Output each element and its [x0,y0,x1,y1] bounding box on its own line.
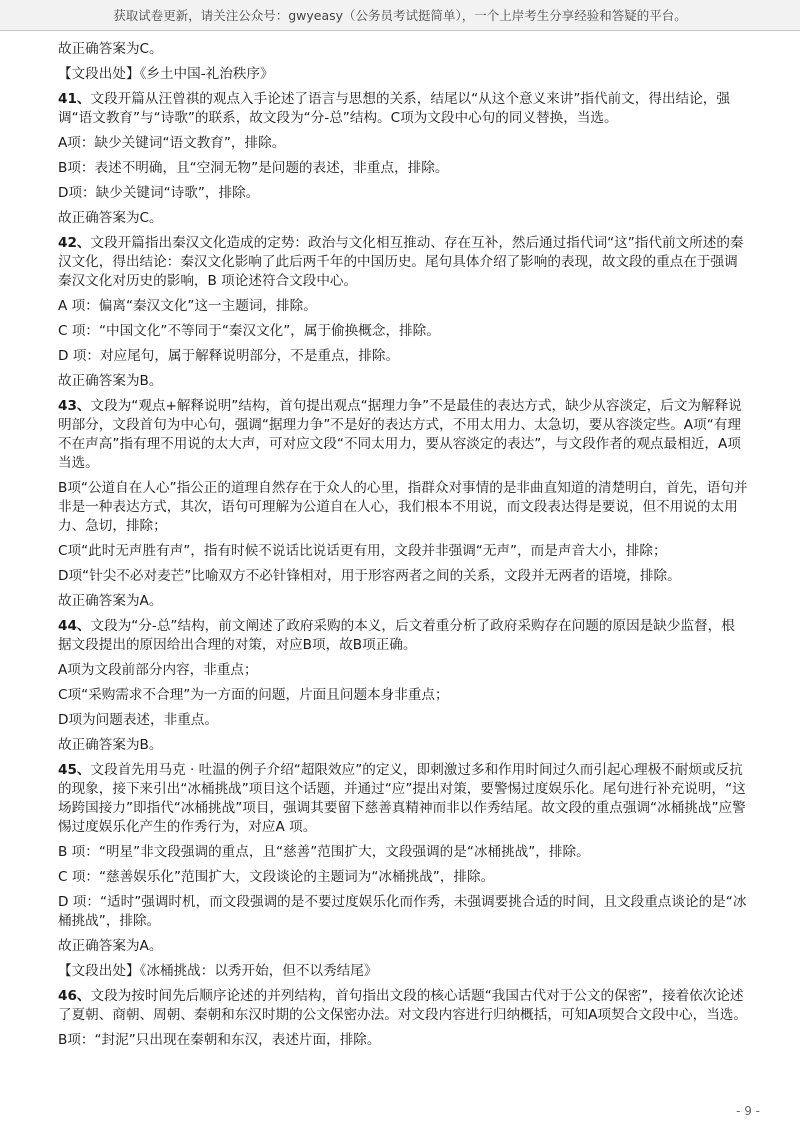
option-line: B项“公道自在人心”指公正的道理自然存在于众人的心里，指群众对事情的是非曲直知道的清楚明白，首先，语句并非是一种表达方式，其次，语句可理解为公道自在人心，我们根本不用说，而文段表达得是要说，但不用说的太用力、急切，排除； [58,480,748,534]
option-line: D项为问题表述，非重点。 [58,712,218,728]
question-number: 41、 [58,91,91,107]
question-number: 43、 [58,398,91,414]
analysis-text: 文段首先用马克 · 吐温的例子介绍“超限效应”的定义，即刺激过多和作用时间过久而引起心理极不耐烦或反抗的现象，接下来引出“冰桶挑战”项目这个话题，并通过“应”提出对策，要警惕过度娱乐化。尾句进行补充说明，“这场跨国接力”即指代“冰桶挑战”项目，强调其要留下慈善真精神而非以作秀结尾。故文段的重点强调“冰桶挑战”应警惕过度娱乐化产生的作秀行为，对应A 项。 [58,762,746,835]
question-42-analysis [58,234,748,291]
question-46-analysis [58,987,748,1025]
header-banner-text: 获取试卷更新，请关注公众号：gwyeasy（公务员考试挺简单），一个上岸考生分享经验和答疑的平台。 [113,8,687,23]
question-45-analysis [58,761,748,837]
option-line: B项：“封泥”只出现在秦朝和东汉，表述片面，排除。 [58,1032,381,1048]
question-43-analysis [58,397,748,473]
option-line: D项：缺少关键词“诗歌”，排除。 [58,185,260,201]
option-line: A项为文段前部分内容，非重点； [58,662,258,678]
document-body [58,40,748,1056]
option-line: C项“采购需求不合理”为一方面的问题，片面且问题本身非重点； [58,687,449,703]
analysis-text: 文段开篇指出秦汉文化造成的定势：政治与文化相互推动、存在互补，然后通过指代词“这”指代前文所述的秦汉文化，得出结论：秦汉文化影响了此后两千年的中国历史。尾句具体介绍了影响的表现，故文段的重点在于强调秦汉文化对历史的影响，B 项论述符合文段中心。 [58,235,744,289]
option-line: A 项：偏离“秦汉文化”这一主题词，排除。 [58,298,317,314]
analysis-text: 文段开篇从汪曾祺的观点入手论述了语言与思想的关系，结尾以“从这个意义来讲”指代前文，得出结论，强调“语文教育”与“诗歌”的联系，故文段为“分-总”结构。C项为文段中心句的同义替换，当选。 [58,91,730,126]
answer-line: 故正确答案为B。 [58,737,163,753]
question-41-analysis [58,90,748,128]
answer-line: 故正确答案为A。 [58,593,163,609]
option-line: C 项：“中国文化”不等同于“秦汉文化”，属于偷换概念，排除。 [58,323,440,339]
option-line: A项：缺少关键词“语文教育”，排除。 [58,135,286,151]
source-line: 【文段出处】《乡土中国-礼治秩序》 [58,66,274,82]
option-line: D 项：“适时”强调时机，而文段强调的是不要过度娱乐化而作秀，未强调要挑合适的时间，且文段重点谈论的是“冰桶挑战”，排除。 [58,894,747,929]
answer-line: 故正确答案为A。 [58,938,163,954]
analysis-text: 文段为“观点+解释说明”结构，首句提出观点“据理力争”不是最佳的表达方式，缺少从容淡定，后文为解释说明部分，文段首句为中心句，强调“据理力争”不是好的表达方式，不用太用力、太急切，要从容淡定些。A项“有理不在声高”指有理不用说的太大声，可对应文段“不同太用力，要从容淡定的表达”，与文段作者的观点最相近，A项当选。 [58,398,742,471]
option-line: B项：表述不明确，且“空洞无物”是问题的表述，非重点，排除。 [58,160,449,176]
header-banner [0,0,800,31]
option-line: B 项：“明星”非文段强调的重点，且“慈善”范围扩大，文段强调的是“冰桶挑战”，排除。 [58,844,590,860]
question-number: 45、 [58,762,91,778]
question-number: 44、 [58,618,91,634]
option-line: C 项：“慈善娱乐化”范围扩大，文段谈论的主题词为“冰桶挑战”，排除。 [58,869,495,885]
option-line: D项“针尖不必对麦芒”比喻双方不必针锋相对，用于形容两者之间的关系，文段并无两者的语境，排除。 [58,568,681,584]
answer-line: 故正确答案为C。 [58,210,163,226]
question-number: 42、 [58,235,91,251]
option-line: D 项：对应尾句，属于解释说明部分，不是重点，排除。 [58,348,400,364]
analysis-text: 文段为按时间先后顺序论述的并列结构，首句指出文段的核心话题“我国古代对于公文的保密”，接着依次论述了夏朝、商朝、周朝、秦朝和东汉时期的公文保密办法。对文段内容进行归纳概括，可知A项契合文段中心，当选。 [58,988,747,1023]
source-line: 【文段出处】《冰桶挑战：以秀开始，但不以秀结尾》 [58,963,378,979]
option-line: C项“此时无声胜有声”，指有时候不说话比说话更有用，文段并非强调“无声”，而是声音大小，排除； [58,543,667,559]
question-number: 46、 [58,988,91,1004]
answer-line: 故正确答案为B。 [58,373,163,389]
page-number: - 9 - [736,1104,760,1118]
answer-line: 故正确答案为C。 [58,41,163,57]
analysis-text: 文段为“分-总”结构，前文阐述了政府采购的本义，后文着重分析了政府采购存在问题的原因是缺少监督，根据文段提出的原因给出合理的对策，对应B项，故B项正确。 [58,618,735,653]
question-44-analysis [58,617,748,655]
